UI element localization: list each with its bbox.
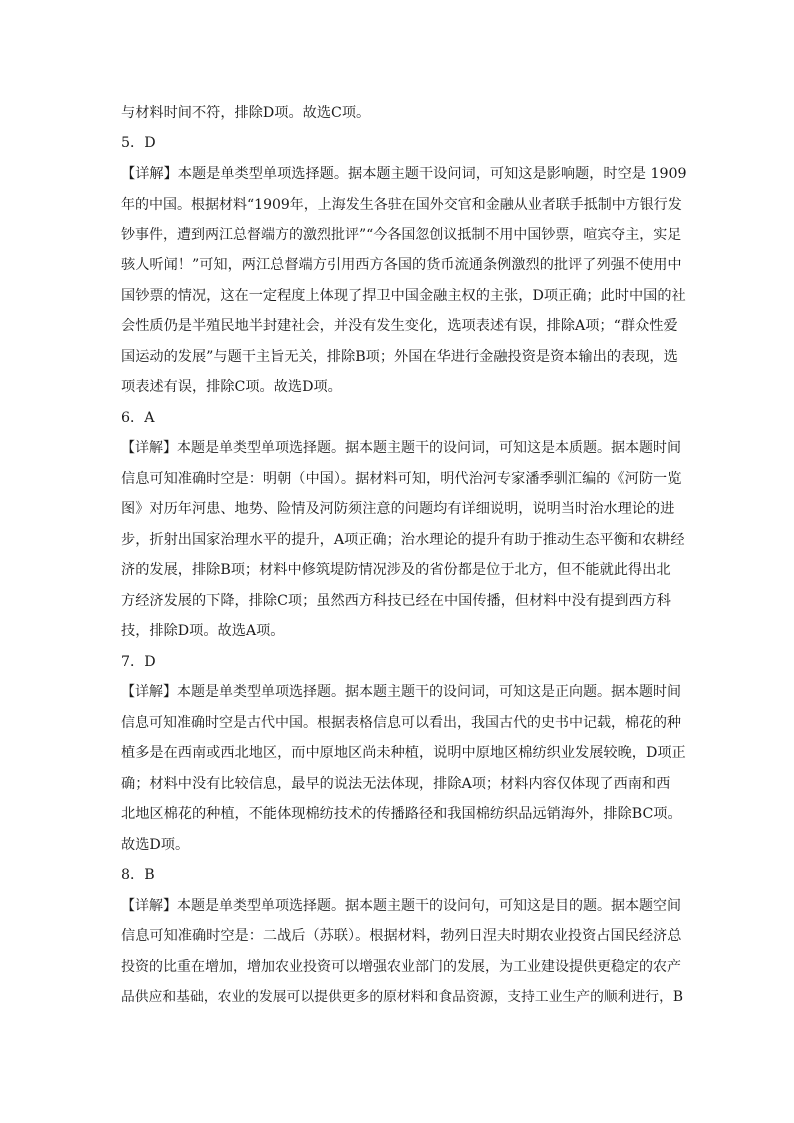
question-number: 7．D <box>121 654 156 670</box>
text-line: 故选D项。 <box>121 837 190 853</box>
text-line: 国运动的发展”与题干主旨无关，排除B项；外国在华进行金融投资是资本输出的表现，选 <box>121 349 678 365</box>
text-line: 济的发展，排除B项；材料中修筑堤防情况涉及的省份都是位于北方，但不能就此得出北 <box>121 562 671 578</box>
text-line: 信息可知准确时空是古代中国。根据表格信息可以看出，我国古代的史书中记载，棉花的种 <box>121 715 681 731</box>
text-line: 品供应和基础，农业的发展可以提供更多的原材料和食品资源，支持工业生产的顺利进行，B <box>121 989 684 1005</box>
text-line: 钞事件，遭到两江总督端方的激烈批评”“今各国忽创议抵制不用中国钞票，喧宾夺主，实足 <box>121 227 682 243</box>
text-line: 骇人听闻！”可知，两江总督端方引用西方各国的货币流通条例激烈的批评了列强不使用中 <box>121 257 682 273</box>
question-number: 8．B <box>121 867 155 883</box>
text-line: 【详解】本题是单类型单项选择题。据本题主题干设问词，可知这是影响题，时空是 1909 <box>121 166 687 182</box>
text-line: 项表述有误，排除C项。故选D项。 <box>121 379 342 395</box>
text-line: 年的中国。根据材料“1909年，上海发生各驻在国外交官和金融从业者联手抵制中方银行发 <box>121 197 682 213</box>
text-line: 【详解】本题是单类型单项选择题。据本题主题干的设问词，可知这是本质题。据本题时间 <box>121 440 681 456</box>
text-line: 确；材料中没有比较信息，最早的说法无法体现，排除A项；材料内容仅体现了西南和西 <box>121 776 671 792</box>
text-line: 技，排除D项。故选A项。 <box>121 623 285 639</box>
question-number: 6．A <box>121 410 155 426</box>
question-number: 5．D <box>121 135 156 151</box>
text-line: 北地区棉花的种植，不能体现棉纺技术的传播路径和我国棉纺织品远销海外，排除BC项。 <box>121 806 682 822</box>
text-line: 信息可知准确时空是：二战后（苏联）。根据材料，勃列日涅夫时期农业投资占国民经济总 <box>121 928 682 944</box>
text-line: 国钞票的情况，这在一定程度上体现了捍卫中国金融主权的主张，D项正确；此时中国的社 <box>121 288 686 304</box>
text-line: 与材料时间不符，排除D项。故选C项。 <box>121 105 371 121</box>
text-line: 图》对历年河患、地势、险情及河防须注意的问题均有详细说明，说明当时治水理论的进 <box>121 501 675 517</box>
text-line: 投资的比重在增加，增加农业投资可以增强农业部门的发展，为工业建设提供更稳定的农产 <box>121 959 681 975</box>
text-line: 步，折射出国家治理水平的提升，A项正确；治水理论的提升有助于推动生态平衡和农耕经 <box>121 532 685 548</box>
text-line: 【详解】本题是单类型单项选择题。据本题主题干的设问词，可知这是正向题。据本题时间 <box>121 684 681 700</box>
text-line: 信息可知准确时空是：明朝（中国）。据材料可知，明代治河专家潘季驯汇编的《河防一览 <box>121 471 682 487</box>
text-line: 方经济发展的下降，排除C项；虽然西方科技已经在中国传播，但材料中没有提到西方科 <box>121 593 671 609</box>
text-line: 【详解】本题是单类型单项选择题。据本题主题干的设问句，可知这是目的题。据本题空间 <box>121 898 681 914</box>
text-line: 会性质仍是半殖民地半封建社会，并没有发生变化，选项表述有误，排除A项；“群众性爱 <box>121 318 678 334</box>
text-line: 植多是在西南或西北地区，而中原地区尚未种植，说明中原地区棉纺织业发展较晚，D项正 <box>121 745 686 761</box>
